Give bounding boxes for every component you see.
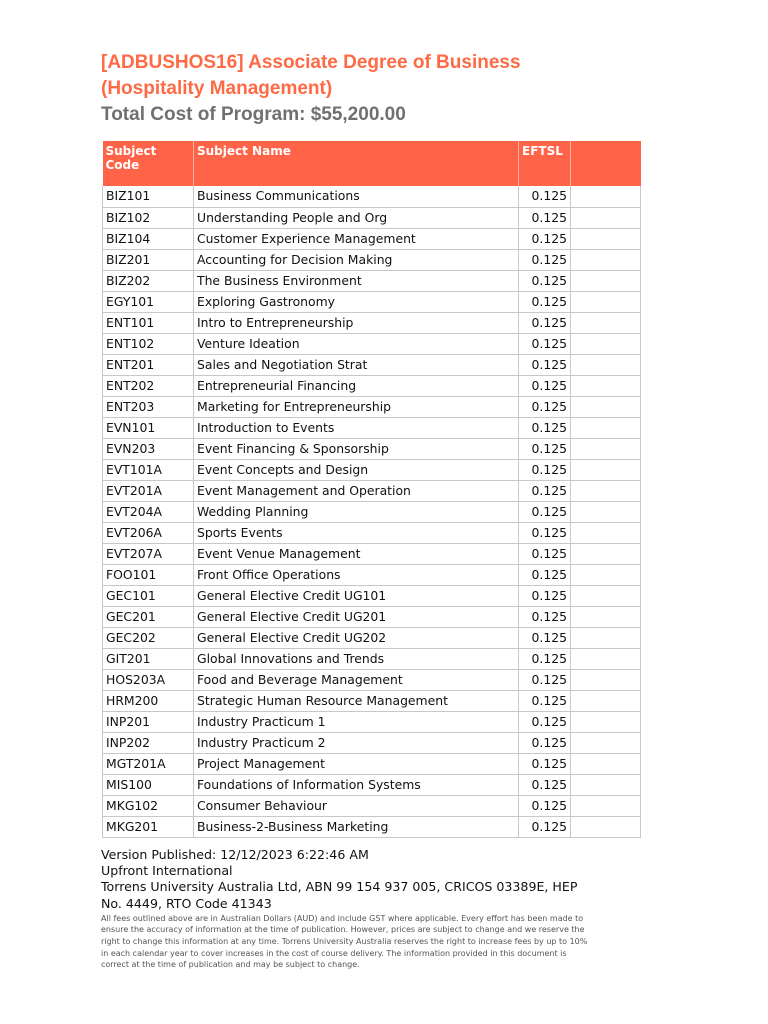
eftsl-cell: 0.125 <box>519 711 571 732</box>
eftsl-cell: 0.125 <box>519 375 571 396</box>
blank-cell <box>571 648 641 669</box>
subject-name-cell: Business Communications <box>194 186 519 207</box>
subject-code-cell: BIZ102 <box>103 207 194 228</box>
subject-code-cell: HRM200 <box>103 690 194 711</box>
subject-code-cell: MKG201 <box>103 816 194 837</box>
subject-name-cell: Event Financing & Sponsorship <box>194 438 519 459</box>
subject-name-cell: Entrepreneurial Financing <box>194 375 519 396</box>
subject-name-cell: Event Venue Management <box>194 543 519 564</box>
subject-code-cell: EVT207A <box>103 543 194 564</box>
blank-cell <box>571 606 641 627</box>
blank-cell <box>571 396 641 417</box>
eftsl-cell: 0.125 <box>519 627 571 648</box>
subject-name-cell: General Elective Credit UG202 <box>194 627 519 648</box>
subject-name-cell: Global Innovations and Trends <box>194 648 519 669</box>
table-row <box>103 459 641 480</box>
subject-name-cell: Industry Practicum 1 <box>194 711 519 732</box>
eftsl-cell: 0.125 <box>519 648 571 669</box>
eftsl-cell: 0.125 <box>519 186 571 207</box>
blank-cell <box>571 711 641 732</box>
column-header-subject-code: Subject Code <box>103 141 194 186</box>
table-header-row <box>103 141 641 186</box>
eftsl-cell: 0.125 <box>519 333 571 354</box>
subject-code-cell: INP201 <box>103 711 194 732</box>
eftsl-cell: 0.125 <box>519 543 571 564</box>
eftsl-cell: 0.125 <box>519 291 571 312</box>
blank-cell <box>571 438 641 459</box>
table-row <box>103 270 641 291</box>
column-header-eftsl: EFTSL <box>519 141 571 186</box>
eftsl-cell: 0.125 <box>519 396 571 417</box>
eftsl-cell: 0.125 <box>519 753 571 774</box>
eftsl-cell: 0.125 <box>519 795 571 816</box>
subject-name-cell: Sales and Negotiation Strat <box>194 354 519 375</box>
eftsl-cell: 0.125 <box>519 522 571 543</box>
version-published: Version Published: 12/12/2023 6:22:46 AM <box>101 847 369 862</box>
subject-code-cell: GEC201 <box>103 606 194 627</box>
subject-name-cell: Project Management <box>194 753 519 774</box>
blank-cell <box>571 480 641 501</box>
blank-cell <box>571 795 641 816</box>
eftsl-cell: 0.125 <box>519 438 571 459</box>
eftsl-cell: 0.125 <box>519 816 571 837</box>
table-row <box>103 501 641 522</box>
subject-name-cell: Event Management and Operation <box>194 480 519 501</box>
eftsl-cell: 0.125 <box>519 606 571 627</box>
blank-cell <box>571 270 641 291</box>
subject-code-cell: EVN203 <box>103 438 194 459</box>
subject-name-cell: Wedding Planning <box>194 501 519 522</box>
table-row <box>103 690 641 711</box>
subject-name-cell: Intro to Entrepreneurship <box>194 312 519 333</box>
column-header-blank <box>571 141 641 186</box>
subject-code-cell: GEC101 <box>103 585 194 606</box>
eftsl-cell: 0.125 <box>519 354 571 375</box>
subject-name-cell: Industry Practicum 2 <box>194 732 519 753</box>
subject-name-cell: Introduction to Events <box>194 417 519 438</box>
table-row <box>103 564 641 585</box>
subject-name-cell: Understanding People and Org <box>194 207 519 228</box>
eftsl-cell: 0.125 <box>519 564 571 585</box>
eftsl-cell: 0.125 <box>519 270 571 291</box>
subject-code-cell: BIZ201 <box>103 249 194 270</box>
eftsl-cell: 0.125 <box>519 585 571 606</box>
eftsl-cell: 0.125 <box>519 480 571 501</box>
subject-code-cell: EVT206A <box>103 522 194 543</box>
blank-cell <box>571 774 641 795</box>
subject-code-cell: INP202 <box>103 732 194 753</box>
eftsl-cell: 0.125 <box>519 207 571 228</box>
eftsl-cell: 0.125 <box>519 417 571 438</box>
subject-code-cell: BIZ202 <box>103 270 194 291</box>
institution-details: Torrens University Australia Ltd, ABN 99 154 937 005, CRICOS 03389E, HEP No. 4449, RTO Code 41343 <box>101 879 578 911</box>
eftsl-cell: 0.125 <box>519 732 571 753</box>
subject-name-cell: Venture Ideation <box>194 333 519 354</box>
table-row <box>103 774 641 795</box>
eftsl-cell: 0.125 <box>519 501 571 522</box>
table-row <box>103 438 641 459</box>
blank-cell <box>571 333 641 354</box>
subject-name-cell: Exploring Gastronomy <box>194 291 519 312</box>
table-row <box>103 648 641 669</box>
table-row <box>103 333 641 354</box>
blank-cell <box>571 816 641 837</box>
subject-name-cell: General Elective Credit UG101 <box>194 585 519 606</box>
subject-name-cell: Sports Events <box>194 522 519 543</box>
subject-code-cell: MKG102 <box>103 795 194 816</box>
blank-cell <box>571 354 641 375</box>
eftsl-cell: 0.125 <box>519 690 571 711</box>
subject-code-cell: GIT201 <box>103 648 194 669</box>
subject-code-cell: ENT202 <box>103 375 194 396</box>
table-row <box>103 375 641 396</box>
footer <box>101 847 601 971</box>
subject-name-cell: Business-2-Business Marketing <box>194 816 519 837</box>
eftsl-cell: 0.125 <box>519 459 571 480</box>
column-header-subject-name: Subject Name <box>194 141 519 186</box>
subjects-table <box>102 141 641 838</box>
total-cost: Total Cost of Program: $55,200.00 <box>101 104 406 125</box>
subject-code-cell: EVN101 <box>103 417 194 438</box>
table-row <box>103 606 641 627</box>
blank-cell <box>571 627 641 648</box>
blank-cell <box>571 312 641 333</box>
table-row <box>103 228 641 249</box>
subject-code-cell: EVT204A <box>103 501 194 522</box>
blank-cell <box>571 186 641 207</box>
subject-name-cell: Customer Experience Management <box>194 228 519 249</box>
subject-code-cell: ENT203 <box>103 396 194 417</box>
subject-name-cell: Strategic Human Resource Management <box>194 690 519 711</box>
blank-cell <box>571 501 641 522</box>
blank-cell <box>571 522 641 543</box>
subject-name-cell: Consumer Behaviour <box>194 795 519 816</box>
subject-name-cell: Marketing for Entrepreneurship <box>194 396 519 417</box>
table-row <box>103 585 641 606</box>
subject-name-cell: General Elective Credit UG201 <box>194 606 519 627</box>
blank-cell <box>571 669 641 690</box>
blank-cell <box>571 207 641 228</box>
table-row <box>103 480 641 501</box>
blank-cell <box>571 417 641 438</box>
table-row <box>103 249 641 270</box>
eftsl-cell: 0.125 <box>519 312 571 333</box>
table-row <box>103 732 641 753</box>
table-row <box>103 543 641 564</box>
table-row <box>103 396 641 417</box>
eftsl-cell: 0.125 <box>519 669 571 690</box>
subject-code-cell: GEC202 <box>103 627 194 648</box>
subject-code-cell: MIS100 <box>103 774 194 795</box>
subject-code-cell: ENT101 <box>103 312 194 333</box>
subject-name-cell: Front Office Operations <box>194 564 519 585</box>
table-row <box>103 417 641 438</box>
blank-cell <box>571 690 641 711</box>
table-row <box>103 186 641 207</box>
blank-cell <box>571 564 641 585</box>
subject-code-cell: ENT201 <box>103 354 194 375</box>
provider-name: Upfront International <box>101 863 233 879</box>
blank-cell <box>571 291 641 312</box>
blank-cell <box>571 375 641 396</box>
subject-name-cell: Accounting for Decision Making <box>194 249 519 270</box>
subject-code-cell: FOO101 <box>103 564 194 585</box>
table-row <box>103 207 641 228</box>
subject-name-cell: Food and Beverage Management <box>194 669 519 690</box>
table-row <box>103 522 641 543</box>
blank-cell <box>571 753 641 774</box>
blank-cell <box>571 732 641 753</box>
subject-name-cell: The Business Environment <box>194 270 519 291</box>
table-row <box>103 312 641 333</box>
blank-cell <box>571 543 641 564</box>
table-row <box>103 669 641 690</box>
eftsl-cell: 0.125 <box>519 228 571 249</box>
blank-cell <box>571 249 641 270</box>
fee-disclaimer: All fees outlined above are in Australian Dollars (AUD) and include GST where applicable. Every effort has been made to ensure the accuracy of information at the time of publication. However, prices are subject to change and we reserve the right to change this information at any time. Torrens University Australia reserves the right to increase fees by up to 10% in each calendar year to cover increases in the cost of course delivery. The information provided in this document is correct at the time of publication and may be subject to change. <box>101 913 588 970</box>
subject-code-cell: EGY101 <box>103 291 194 312</box>
subject-name-cell: Foundations of Information Systems <box>194 774 519 795</box>
subject-code-cell: ENT102 <box>103 333 194 354</box>
blank-cell <box>571 228 641 249</box>
subject-code-cell: MGT201A <box>103 753 194 774</box>
blank-cell <box>571 459 641 480</box>
subject-code-cell: BIZ101 <box>103 186 194 207</box>
table-row <box>103 711 641 732</box>
table-row <box>103 354 641 375</box>
subject-code-cell: EVT201A <box>103 480 194 501</box>
table-row <box>103 816 641 837</box>
subject-code-cell: HOS203A <box>103 669 194 690</box>
table-row <box>103 795 641 816</box>
eftsl-cell: 0.125 <box>519 249 571 270</box>
table-row <box>103 753 641 774</box>
blank-cell <box>571 585 641 606</box>
table-row <box>103 627 641 648</box>
table-row <box>103 291 641 312</box>
subject-code-cell: EVT101A <box>103 459 194 480</box>
eftsl-cell: 0.125 <box>519 774 571 795</box>
subject-code-cell: BIZ104 <box>103 228 194 249</box>
program-title: [ADBUSHOS16] Associate Degree of Business (Hospitality Management) <box>101 52 521 99</box>
subject-name-cell: Event Concepts and Design <box>194 459 519 480</box>
